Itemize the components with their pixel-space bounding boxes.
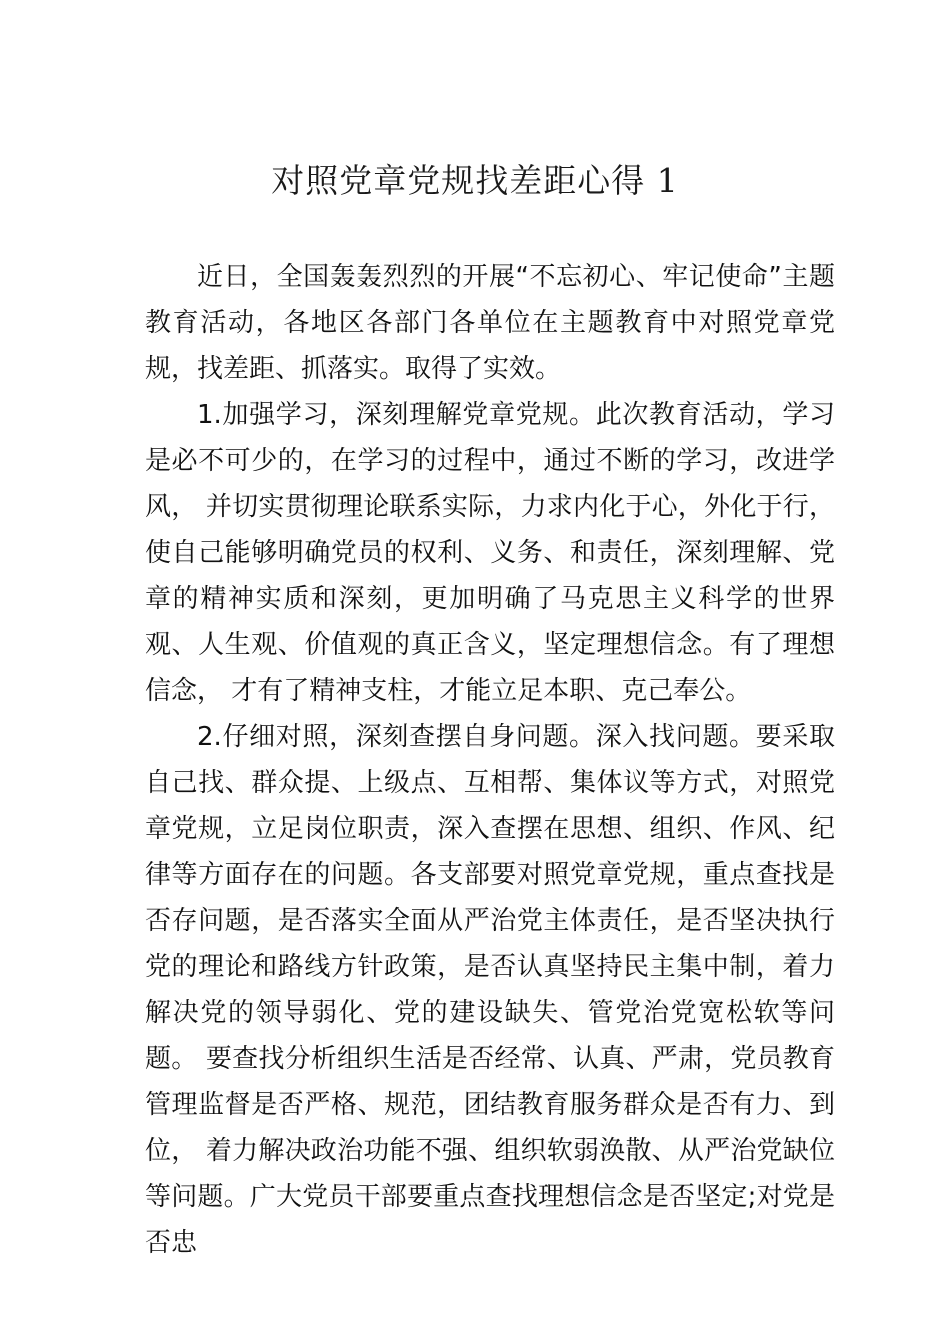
- paragraph-study: 1.加强学习，深刻理解党章党规。此次教育活动，学习是必不可少的，在学习的过程中，通过不断的学习，改进学风， 并切实贯彻理论联系实际，力求内化于心，外化于行，使自己能够明确党员的权利、义务、和责任，深刻理解、党章的精神实质和深刻，更加明确了马克思主义科学的世界观、人生观、价值观的真正含义，坚定理想信念。有了理想信念， 才有了精神支柱，才能立足本职、克己奉公。: [145, 400, 835, 706]
- document-title: 对照党章党规找差距心得 1: [271, 161, 679, 200]
- paragraph-intro: 近日，全国轰轰烈烈的开展“不忘初心、牢记使命”主题教育活动，各地区各部门各单位在主题教育中对照党章党规，找差距、抓落实。取得了实效。: [145, 262, 835, 384]
- paragraph-self-check: 2.仔细对照，深刻查摆自身问题。深入找问题。要采取自己找、群众提、上级点、互相帮、集体议等方式，对照党章党规，立足岗位职责，深入查摆在思想、组织、作风、纪律等方面存在的问题。各支部要对照党章党规，重点查找是否存问题，是否落实全面从严治党主体责任，是否坚决执行党的理论和路线方针政策，是否认真坚持民主集中制，着力解决党的领导弱化、党的建设缺失、管党治党宽松软等问题。 要查找分析组织生活是否经常、认真、严肃，党员教育管理监督是否严格、规范，团结教育服务群众是否有力、到位， 着力解决政治功能不强、组织软弱涣散、从严治党缺位等问题。广大党员干部要重点查找理想信念是否坚定;对党是否忠: [145, 722, 835, 1258]
- document-body: [145, 254, 835, 1266]
